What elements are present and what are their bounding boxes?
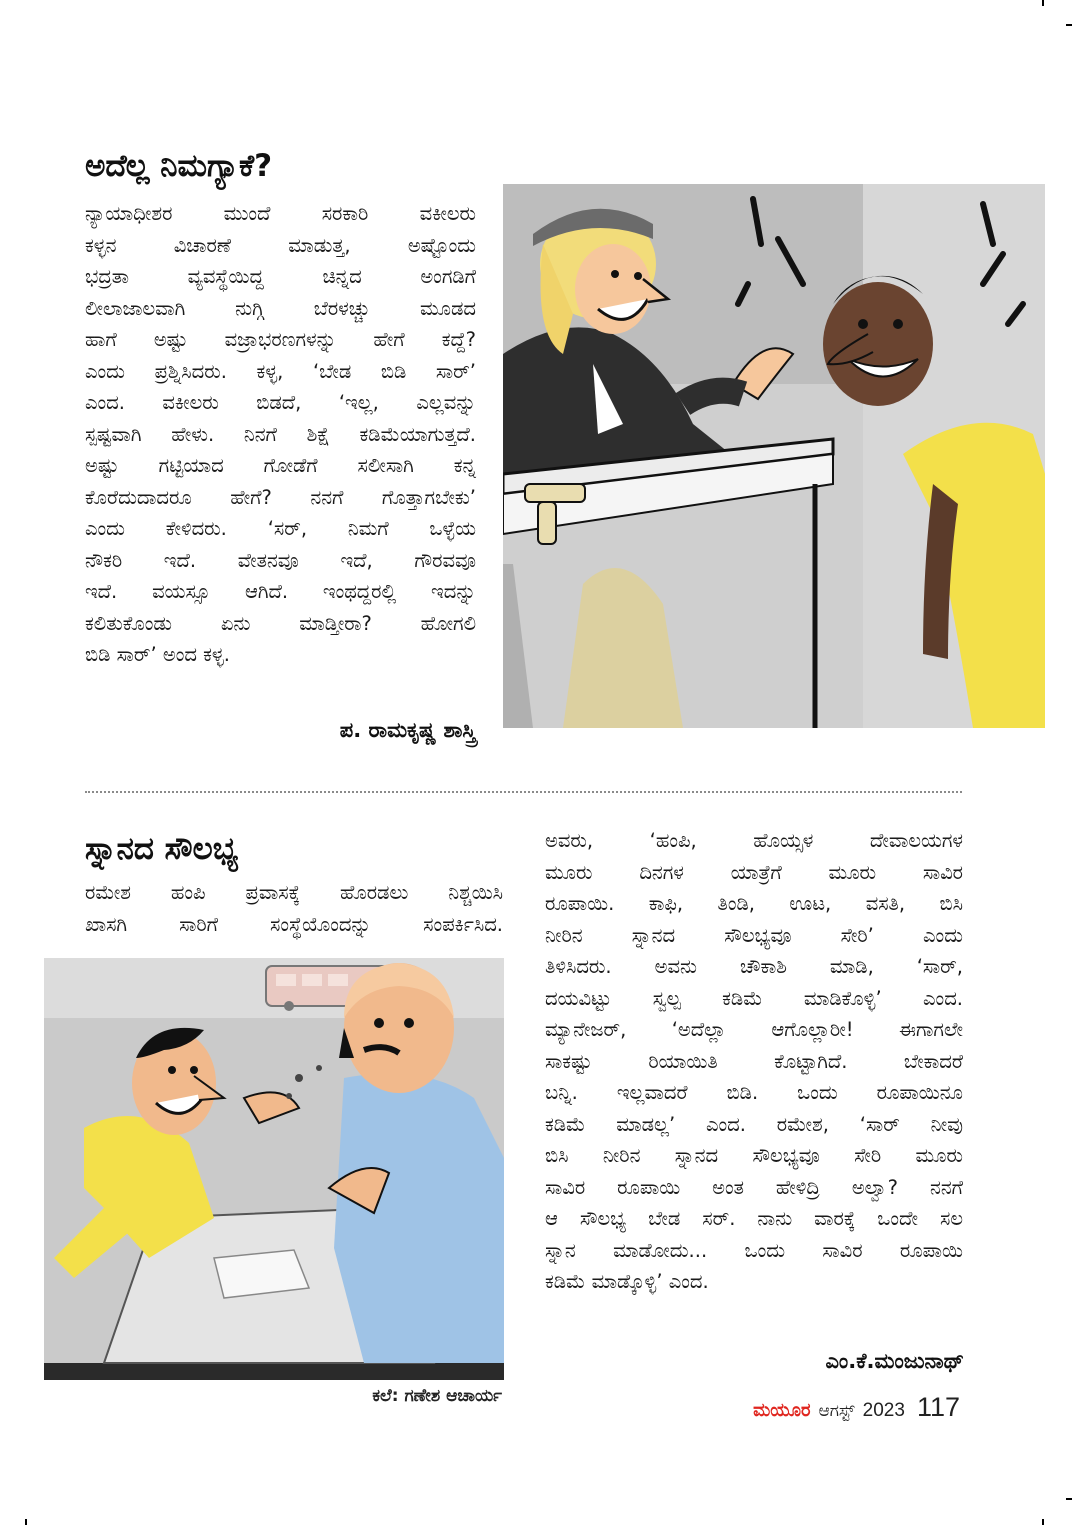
story2-line: ಸಾಕಷ್ಟು ರಿಯಾಯಿತಿ ಕೊಟ್ಟಾಗಿದೆ. ಬೇಕಾದರೆ — [545, 1049, 963, 1073]
story2-line: ಸಾವಿರ ರೂಪಾಯಿ ಅಂತ ಹೇಳಿದ್ರಿ ಅಲ್ವಾ? ನನಗೆ — [545, 1175, 963, 1199]
story2-line: ಸ್ನಾನ ಮಾಡೋದು... ಒಂದು ಸಾವಿರ ರೂಪಾಯಿ — [545, 1238, 963, 1262]
crop-mark — [1042, 0, 1044, 6]
story2-line: ಆ ಸೌಲಭ್ಯ ಬೇಡ ಸರ್. ನಾನು ವಾರಕ್ಕೆ ಒಂದೇ ಸಲ — [545, 1207, 963, 1230]
story2-line: ಕಡಿಮೆ ಮಾಡಲ್ಲ’ ಎಂದ. ರಮೇಶ, ‘ಸಾರ್ ನೀವು — [545, 1112, 963, 1136]
story2-line: ಅವರು, ‘ಹಂಪಿ, ಹೊಯ್ಸಳ ದೇವಾಲಯಗಳ — [545, 829, 963, 852]
courtroom-illustration — [503, 184, 1045, 728]
story1-line: ಎಂದ. ವಕೀಲರು ಬಿಡದೆ, ‘ಇಲ್ಲ, ಎಲ್ಲವನ್ನು — [85, 391, 476, 414]
story1-line: ಎಂದು ಕೇಳಿದರು. ‘ಸರ್, ನಿಮಗೆ ಒಳ್ಳೆಯ — [85, 517, 476, 540]
story2-line: ರಮೇಶ ಹಂಪಿ ಪ್ರವಾಸಕ್ಕೆ ಹೊರಡಲು ನಿಶ್ಚಯಿಸಿ — [85, 881, 503, 904]
illustration-credit: ಕಲೆ: ಗಣೇಶ ಆಚಾರ್ಯ — [372, 1386, 502, 1406]
story1-author: ಪ. ರಾಮಕೃಷ್ಣ ಶಾಸ್ತ್ರಿ — [339, 718, 476, 742]
magazine-name: ಮಯೂರ — [753, 1400, 811, 1421]
story2-line: ಮ್ಯಾನೇಜರ್, ‘ಅದೆಲ್ಲಾ ಆಗೊಲ್ಲಾರೀ! ಈಗಾಗಲೇ — [545, 1018, 963, 1041]
story1-line: ಕೊರೆದುದಾದರೂ ಹೇಗೆ? ನನಗೆ ಗೊತ್ತಾಗಬೇಕು’ — [85, 485, 476, 509]
story2-body — [545, 825, 963, 1298]
issue-year: 2023 — [862, 1400, 905, 1421]
story2-line: ನೀರಿನ ಸ್ನಾನದ ಸೌಲಭ್ಯವೂ ಸೇರಿ’ ಎಂದು — [545, 923, 963, 947]
story2-line: ಕಡಿಮೆ ಮಾಡ್ಕೊಳ್ಳಿ’ ಎಂದ. — [545, 1270, 709, 1293]
story2-line: ಖಾಸಗಿ ಸಾರಿಗೆ ಸಂಸ್ಥೆಯೊಂದನ್ನು ಸಂಪರ್ಕಿಸಿದ. — [85, 912, 503, 936]
story1-line: ಕಳ್ಳನ ವಿಚಾರಣೆ ಮಾಡುತ್ತ, ಅಷ್ಟೊಂದು — [85, 233, 476, 257]
story1-line: ಅಷ್ಟು ಗಟ್ಟಿಯಾದ ಗೋಡೆಗೆ ಸಲೀಸಾಗಿ ಕನ್ನ — [85, 454, 476, 477]
crop-mark — [1066, 24, 1072, 26]
story1-line: ಭದ್ರತಾ ವ್ಯವಸ್ಥೆಯಿದ್ದ ಚಿನ್ನದ ಅಂಗಡಿಗೆ — [85, 265, 476, 288]
story2-line: ಮೂರು ದಿನಗಳ ಯಾತ್ರೆಗೆ ಮೂರು ಸಾವಿರ — [545, 860, 963, 884]
story2-line: ರೂಪಾಯಿ. ಕಾಫಿ, ತಿಂಡಿ, ಊಟ, ವಸತಿ, ಬಿಸಿ — [545, 892, 963, 915]
story1-line: ಕಲಿತುಕೊಂಡು ಏನು ಮಾಡ್ತೀರಾ? ಹೋಗಲಿ — [85, 611, 476, 635]
crop-mark — [1066, 1498, 1072, 1500]
page-footer — [753, 1392, 960, 1428]
story2-line: ಬನ್ನಿ. ಇಲ್ಲವಾದರೆ ಬಿಡಿ. ಒಂದು ರೂಪಾಯಿನೂ — [545, 1081, 963, 1104]
story1-line: ಹಾಗೆ ಅಷ್ಟು ವಜ್ರಾಭರಣಗಳನ್ನು ಹೇಗೆ ಕದ್ದೆ? — [85, 328, 476, 351]
story1-line: ಇದೆ. ವಯಸ್ಸೂ ಆಗಿದೆ. ಇಂಥದ್ದರಲ್ಲಿ ಇದನ್ನು — [85, 580, 476, 603]
story2-line: ದಯವಿಟ್ಟು ಸ್ವಲ್ಪ ಕಡಿಮೆ ಮಾಡಿಕೊಳ್ಳಿ’ ಎಂದ. — [545, 986, 963, 1010]
story1-line: ನ್ಯಾಯಾಧೀಶರ ಮುಂದೆ ಸರಕಾರಿ ವಕೀಲರು — [85, 202, 476, 225]
story1-body — [85, 198, 476, 671]
story1-line: ಸ್ಪಷ್ಟವಾಗಿ ಹೇಳು. ನಿನಗೆ ಶಿಕ್ಷೆ ಕಡಿಮೆಯಾಗುತ್ತದೆ. — [85, 422, 476, 446]
story1-title: ಅದೆಲ್ಲ ನಿಮಗ್ಯಾಕೆ? — [85, 148, 273, 184]
travel-office-illustration — [44, 958, 504, 1380]
crop-mark — [1042, 1519, 1044, 1525]
story1-line: ಲೀಲಾಜಾಲವಾಗಿ ನುಗ್ಗಿ ಬೆರಳಚ್ಚು ಮೂಡದ — [85, 296, 476, 320]
story2-line: ತಿಳಿಸಿದರು. ಅವನು ಚೌಕಾಶಿ ಮಾಡಿ, ‘ಸಾರ್, — [545, 955, 963, 978]
story1-line: ಎಂದು ಪ್ರಶ್ನಿಸಿದರು. ಕಳ್ಳ, ‘ಬೇಡ ಬಿಡಿ ಸಾರ್’ — [85, 359, 476, 383]
story2-author: ಎಂ.ಕೆ.ಮಂಜುನಾಥ್ — [825, 1349, 964, 1373]
page-number: 117 — [916, 1392, 960, 1422]
issue-month: ಆಗಸ್ಟ್ — [818, 1401, 855, 1421]
crop-mark — [25, 1519, 27, 1525]
story2-line: ಬಿಸಿ ನೀರಿನ ಸ್ನಾನದ ಸೌಲಭ್ಯವೂ ಸೇರಿ ಮೂರು — [545, 1144, 963, 1167]
story1-line: ಬಿಡಿ ಸಾರ್’ ಅಂದ ಕಳ್ಳ. — [85, 643, 230, 666]
story1-line: ನೌಕರಿ ಇದೆ. ವೇತನವೂ ಇದೆ, ಗೌರವವೂ — [85, 548, 476, 572]
story2-title: ಸ್ನಾನದ ಸೌಲಭ್ಯ — [85, 831, 239, 867]
story2-intro — [85, 877, 503, 940]
section-divider — [85, 791, 962, 793]
